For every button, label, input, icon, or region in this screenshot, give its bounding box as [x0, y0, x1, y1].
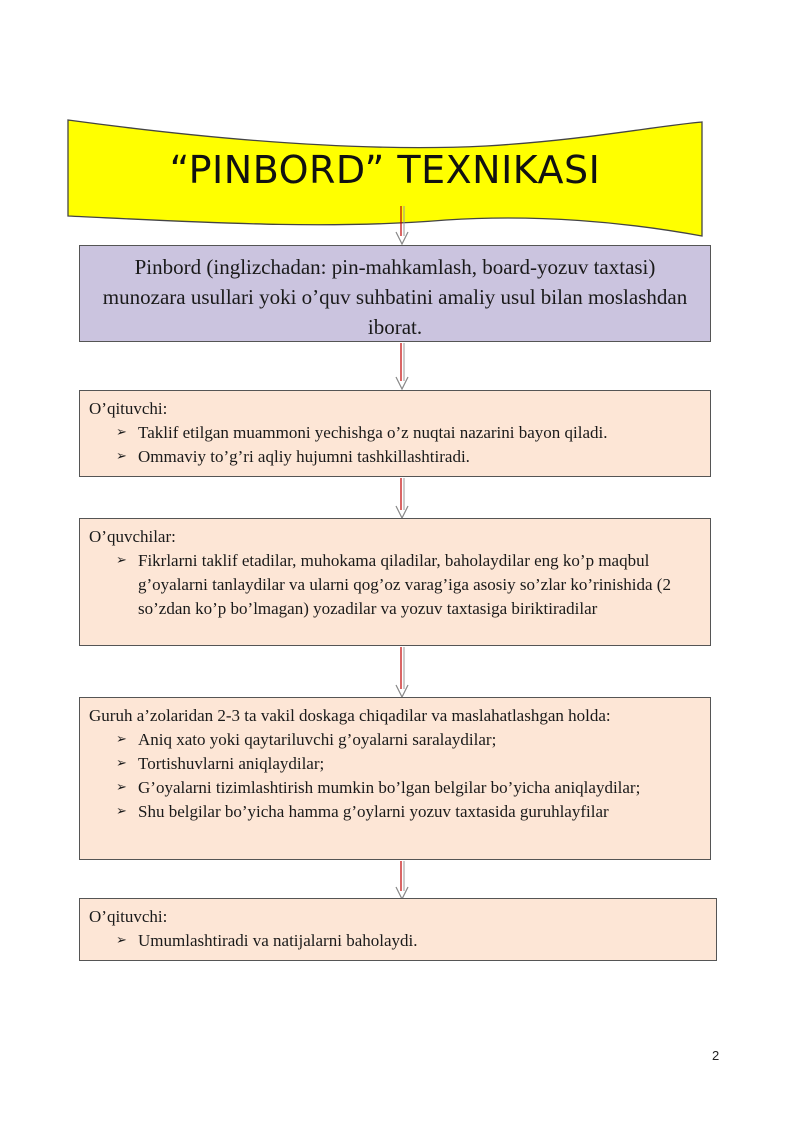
arrow-bullet-icon: ➢	[116, 933, 127, 948]
definition-text: Pinbord (inglizchadan: pin-mahkamlash, board-yozuv taxtasi) munozara usullari yoki o’quv suhbatini amaliy usul bilan moslashdan iborat.	[102, 255, 688, 339]
page-title: “PINBORD” TEXNIKASI	[169, 148, 601, 192]
page-number: 2	[712, 1048, 720, 1063]
connector-arrow-5	[394, 861, 414, 901]
list-item-text: Taklif etilgan muammoni yechishga o’z nuqtai nazarini bayon qiladi.	[138, 423, 608, 442]
list-item-text: Shu belgilar bo’yicha hamma g’oylarni yozuv taxtasida guruhlayfilar	[138, 802, 609, 821]
step-box-students	[79, 518, 711, 646]
list-item-text: Ommaviy to’g’ri aqliy hujumni tashkillashtiradi.	[138, 447, 470, 466]
list-item	[116, 800, 702, 824]
list-item	[116, 929, 708, 953]
list-item-text: Aniq xato yoki qaytariluvchi g’oyalarni saralaydilar;	[138, 730, 497, 749]
step-heading: O’qituvchi:	[89, 399, 168, 418]
list-item	[116, 752, 702, 776]
list-item	[116, 728, 702, 752]
step-list	[80, 549, 710, 621]
list-item-text: Umumlashtiradi va natijalarni baholaydi.	[138, 931, 418, 950]
step-list	[80, 929, 716, 953]
step-box-group-reps	[79, 697, 711, 860]
connector-arrow-2	[394, 343, 414, 391]
list-item	[116, 421, 702, 445]
list-item	[116, 549, 702, 621]
list-item-text: Tortishuvlarni aniqlaydilar;	[138, 754, 325, 773]
step-heading: O’quvchilar:	[89, 527, 176, 546]
list-item	[116, 445, 702, 469]
connector-arrow-3	[394, 478, 414, 520]
definition-box	[79, 245, 711, 342]
arrow-bullet-icon: ➢	[116, 732, 127, 747]
connector-arrow-1	[392, 206, 412, 246]
step-box-teacher-intro	[79, 390, 711, 477]
list-item	[116, 776, 702, 800]
arrow-bullet-icon: ➢	[116, 756, 127, 771]
arrow-bullet-icon: ➢	[116, 425, 127, 440]
step-heading: O’qituvchi:	[89, 907, 168, 926]
list-item-text: G’oyalarni tizimlashtirish mumkin bo’lgan belgilar bo’yicha aniqlaydilar;	[138, 778, 641, 797]
step-box-teacher-summary	[79, 898, 717, 961]
step-list	[80, 728, 710, 824]
arrow-bullet-icon: ➢	[116, 553, 127, 568]
arrow-bullet-icon: ➢	[116, 804, 127, 819]
connector-arrow-4	[394, 647, 414, 699]
arrow-bullet-icon: ➢	[116, 780, 127, 795]
step-list	[80, 421, 710, 469]
arrow-bullet-icon: ➢	[116, 449, 127, 464]
step-heading: Guruh a’zolaridan 2-3 ta vakil doskaga chiqadilar va maslahatlashgan holda:	[89, 706, 611, 725]
list-item-text: Fikrlarni taklif etadilar, muhokama qiladilar, baholaydilar eng ko’p maqbul g’oyalarni tanlaydilar va ularni qog’oz varag’iga asosiy so’zlar ko’rinishida (2 so’zdan ko’p bo’lmagan) yozadilar va yozuv taxtasiga biriktiradilar	[138, 551, 671, 618]
